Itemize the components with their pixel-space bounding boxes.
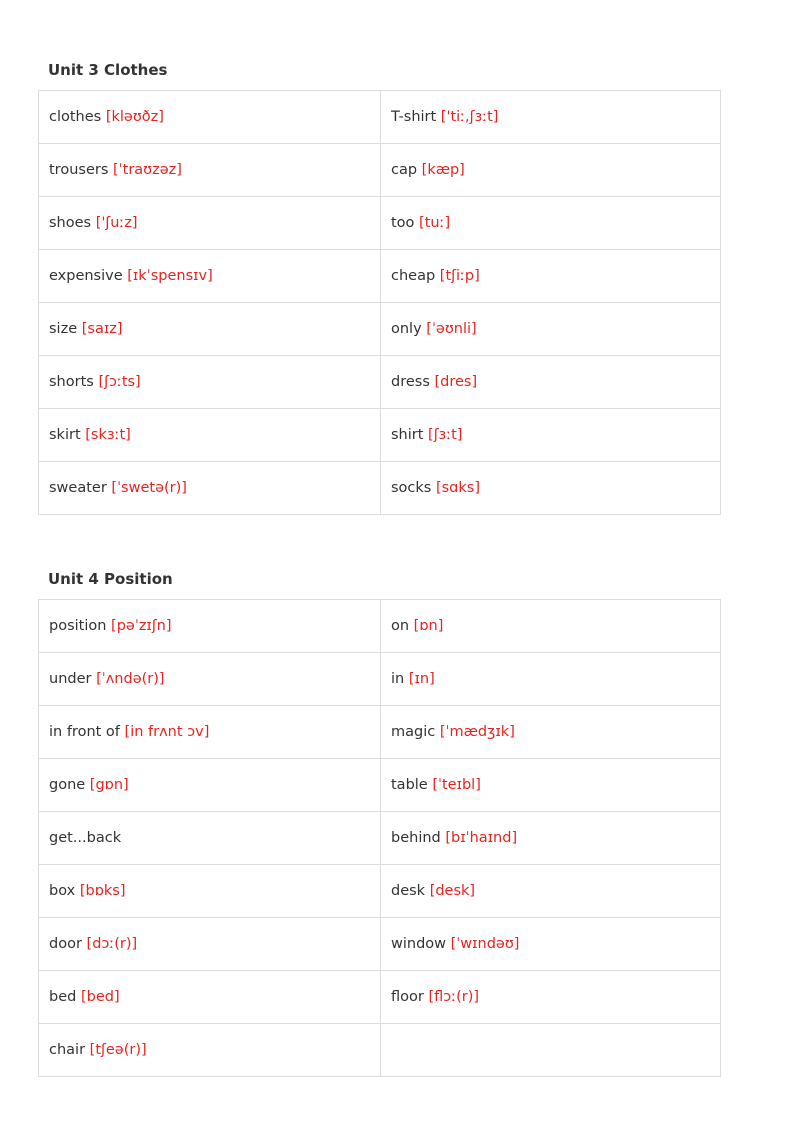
vocab-cell bbox=[381, 865, 721, 918]
vocab-word: clothes bbox=[49, 109, 102, 125]
vocab-word: under bbox=[49, 671, 92, 687]
vocab-word: bed bbox=[49, 989, 77, 1005]
vocab-phonetic: [tʃiːp] bbox=[439, 268, 480, 284]
vocab-word: expensive bbox=[49, 268, 123, 284]
vocab-word: position bbox=[49, 618, 107, 634]
vocab-word: shoes bbox=[49, 215, 92, 231]
vocab-cell bbox=[381, 1024, 721, 1077]
vocab-word: cap bbox=[391, 162, 418, 178]
vocab-phonetic: [tʃeə(r)] bbox=[89, 1042, 147, 1058]
table-row bbox=[39, 303, 721, 356]
vocab-cell bbox=[39, 812, 381, 865]
vocab-word: box bbox=[49, 883, 76, 899]
table-row bbox=[39, 197, 721, 250]
vocab-phonetic: [kləʊðz] bbox=[105, 109, 164, 125]
vocab-phonetic: [kæp] bbox=[421, 162, 465, 178]
table-row bbox=[39, 409, 721, 462]
table-row bbox=[39, 91, 721, 144]
table-row bbox=[39, 600, 721, 653]
vocab-phonetic: ['tiː,ʃɜːt] bbox=[440, 109, 499, 125]
vocab-cell bbox=[39, 197, 381, 250]
vocab-cell bbox=[39, 1024, 381, 1077]
table-row bbox=[39, 865, 721, 918]
vocab-word: socks bbox=[391, 480, 432, 496]
table-row bbox=[39, 1024, 721, 1077]
vocab-word: magic bbox=[391, 724, 436, 740]
vocab-cell bbox=[381, 250, 721, 303]
vocab-cell bbox=[381, 356, 721, 409]
vocab-phonetic: [bed] bbox=[80, 989, 120, 1005]
vocab-word: chair bbox=[49, 1042, 86, 1058]
vocab-word: size bbox=[49, 321, 78, 337]
vocab-phonetic: [ʃɜːt] bbox=[428, 427, 463, 443]
vocab-phonetic: [sɑks] bbox=[435, 480, 480, 496]
vocab-phonetic: [ˈmædʒɪk] bbox=[439, 724, 515, 740]
vocab-phonetic: [ɪn] bbox=[408, 671, 435, 687]
vocab-cell bbox=[381, 706, 721, 759]
table-row bbox=[39, 462, 721, 515]
vocab-phonetic: [ˈʌndə(r)] bbox=[96, 671, 165, 687]
vocab-phonetic: [ˈtraʊzəz] bbox=[113, 162, 182, 178]
vocab-phonetic: [in frʌnt ɔv] bbox=[124, 724, 210, 740]
vocab-cell bbox=[39, 706, 381, 759]
unit4-table-body bbox=[39, 600, 721, 1077]
vocab-word: skirt bbox=[49, 427, 81, 443]
vocab-cell bbox=[39, 759, 381, 812]
vocab-phonetic: [gɒn] bbox=[89, 777, 129, 793]
vocab-word: cheap bbox=[391, 268, 436, 284]
vocab-word: sweater bbox=[49, 480, 107, 496]
table-row bbox=[39, 653, 721, 706]
table-row bbox=[39, 971, 721, 1024]
vocab-phonetic: [saɪz] bbox=[81, 321, 123, 337]
vocab-phonetic: [skɜːt] bbox=[85, 427, 131, 443]
vocab-cell bbox=[39, 462, 381, 515]
vocab-phonetic: [ˈswetə(r)] bbox=[111, 480, 187, 496]
vocab-word: floor bbox=[391, 989, 424, 1005]
vocab-cell bbox=[381, 91, 721, 144]
vocab-phonetic: [desk] bbox=[429, 883, 476, 899]
vocab-cell bbox=[381, 600, 721, 653]
vocab-word: door bbox=[49, 936, 82, 952]
vocab-word: in front of bbox=[49, 724, 120, 740]
unit3-table-body bbox=[39, 91, 721, 515]
vocab-cell bbox=[39, 653, 381, 706]
vocab-word: get...back bbox=[49, 830, 122, 846]
vocab-cell bbox=[39, 600, 381, 653]
table-row bbox=[39, 144, 721, 197]
vocab-phonetic: [tuː] bbox=[419, 215, 451, 231]
vocab-phonetic: ['ʃuːz] bbox=[95, 215, 138, 231]
unit4-title: Unit 4 Position bbox=[48, 570, 173, 588]
vocab-word: in bbox=[391, 671, 405, 687]
table-row bbox=[39, 356, 721, 409]
vocab-cell bbox=[381, 918, 721, 971]
vocab-cell bbox=[381, 144, 721, 197]
vocab-word: too bbox=[391, 215, 415, 231]
unit4-vocabulary-table bbox=[38, 599, 721, 1077]
vocab-cell bbox=[39, 356, 381, 409]
table-row bbox=[39, 812, 721, 865]
vocab-cell bbox=[39, 250, 381, 303]
vocab-phonetic: [flɔː(r)] bbox=[428, 989, 480, 1005]
vocab-cell bbox=[39, 409, 381, 462]
vocab-cell bbox=[39, 144, 381, 197]
vocab-cell bbox=[381, 759, 721, 812]
vocab-phonetic: [ɒn] bbox=[413, 618, 444, 634]
vocab-phonetic: [ˈwɪndəʊ] bbox=[450, 936, 520, 952]
vocab-cell bbox=[39, 918, 381, 971]
vocab-word: gone bbox=[49, 777, 86, 793]
vocab-phonetic: [dɔː(r)] bbox=[86, 936, 138, 952]
vocab-phonetic: [ˈteɪbl] bbox=[432, 777, 481, 793]
vocab-phonetic: [pəˈzɪʃn] bbox=[111, 618, 172, 634]
table-row bbox=[39, 706, 721, 759]
table-row bbox=[39, 250, 721, 303]
vocab-cell bbox=[381, 409, 721, 462]
vocab-cell bbox=[381, 197, 721, 250]
vocab-word: table bbox=[391, 777, 428, 793]
vocab-word: T-shirt bbox=[391, 109, 437, 125]
vocab-cell bbox=[381, 971, 721, 1024]
table-row bbox=[39, 918, 721, 971]
vocab-cell bbox=[39, 91, 381, 144]
vocab-word: shirt bbox=[391, 427, 424, 443]
vocab-phonetic: [dres] bbox=[434, 374, 478, 390]
table-row bbox=[39, 759, 721, 812]
vocab-phonetic: [ˈəʊnli] bbox=[426, 321, 477, 337]
unit3-vocabulary-table bbox=[38, 90, 721, 515]
vocab-cell bbox=[381, 462, 721, 515]
vocab-cell bbox=[39, 303, 381, 356]
vocab-word: shorts bbox=[49, 374, 94, 390]
vocab-word: window bbox=[391, 936, 447, 952]
vocab-cell bbox=[381, 303, 721, 356]
vocab-word: trousers bbox=[49, 162, 109, 178]
vocab-word: on bbox=[391, 618, 410, 634]
vocab-cell bbox=[381, 653, 721, 706]
vocab-phonetic: [bɒks] bbox=[79, 883, 126, 899]
vocab-cell bbox=[39, 971, 381, 1024]
vocab-phonetic: [ʃɔːts] bbox=[98, 374, 141, 390]
vocab-phonetic: [bɪˈhaɪnd] bbox=[445, 830, 518, 846]
vocab-cell bbox=[39, 865, 381, 918]
unit3-title: Unit 3 Clothes bbox=[48, 61, 168, 79]
vocab-word: behind bbox=[391, 830, 441, 846]
vocab-word: desk bbox=[391, 883, 426, 899]
vocab-word: only bbox=[391, 321, 422, 337]
vocab-phonetic: [ɪkˈspensɪv] bbox=[127, 268, 213, 284]
vocab-cell bbox=[381, 812, 721, 865]
vocab-word: dress bbox=[391, 374, 430, 390]
